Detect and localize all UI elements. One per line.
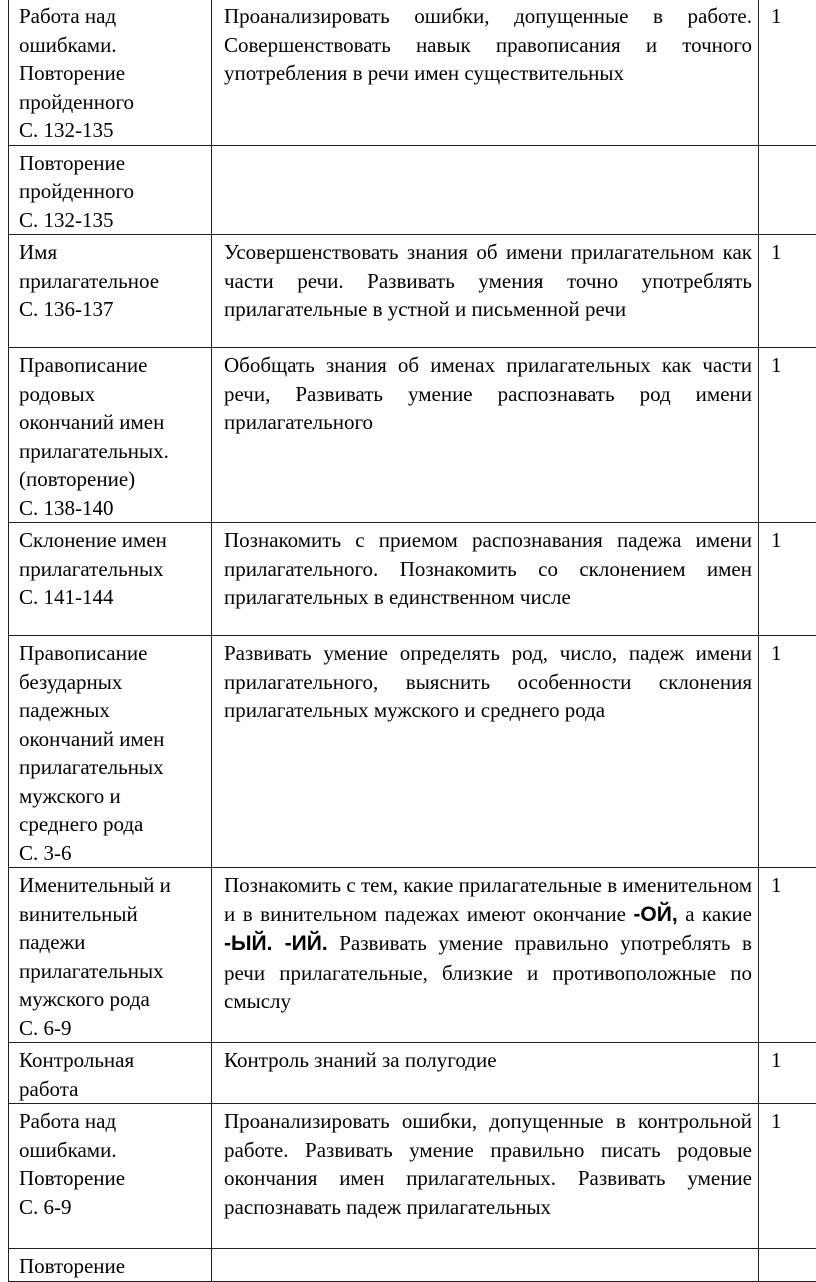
goal-cell: Познакомить с приемом распознавания падежа имени прилагательного. Познакомить со склонением имен прилагательных в единственном числе — [212, 523, 759, 636]
ending-yi-ii: -ЫЙ. -ИЙ. — [224, 932, 328, 955]
topic-cell: Повторение — [9, 1249, 212, 1282]
goal-cell — [212, 145, 759, 235]
table-row — [9, 0, 816, 145]
table-row — [9, 235, 816, 348]
table-row — [9, 868, 816, 1043]
table-row — [9, 348, 816, 523]
hours-cell: 1 — [759, 636, 816, 868]
lesson-plan-table — [8, 0, 816, 1282]
hours-cell: 1 — [759, 235, 816, 348]
hours-cell — [759, 1249, 816, 1282]
topic-cell: Работа над ошибками. Повторение пройденного С. 132-135 — [9, 0, 212, 145]
goal-cell — [212, 1249, 759, 1282]
table-row — [9, 523, 816, 636]
table-row — [9, 1104, 816, 1249]
goal-text: Познакомить с тем, какие прилагательные в именительном и в винительном падежах имеют окончание — [224, 873, 752, 926]
goal-cell: Проанализировать ошибки, допущенные в работе. Совершенствовать навык правописания и точного употребления в речи имен существительных — [212, 0, 759, 145]
topic-cell: Правописание родовых окончаний имен прилагательных. (повторение) С. 138-140 — [9, 348, 212, 523]
goal-cell: Обобщать знания об именах прилагательных как части речи, Развивать умение распознавать род имени прилагательного — [212, 348, 759, 523]
hours-cell: 1 — [759, 1043, 816, 1104]
goal-text: а какие — [678, 902, 752, 926]
topic-cell: Повторение пройденного С. 132-135 — [9, 145, 212, 235]
goal-cell: Проанализировать ошибки, допущенные в контрольной работе. Развивать умение правильно писать родовые окончания имен прилагательных. Развивать умение распознавать падеж прилагательных — [212, 1104, 759, 1249]
goal-cell: Усовершенствовать знания об имени прилагательном как части речи. Развивать умения точно употреблять прилагательные в устной и письменной речи — [212, 235, 759, 348]
topic-cell: Работа над ошибками. Повторение С. 6-9 — [9, 1104, 212, 1249]
table-row — [9, 145, 816, 235]
table-row — [9, 636, 816, 868]
table-row — [9, 1249, 816, 1282]
topic-cell: Правописание безударных падежных окончаний имен прилагательных мужского и среднего рода С. 3-6 — [9, 636, 212, 868]
topic-cell: Склонение имен прилагательных С. 141-144 — [9, 523, 212, 636]
goal-cell: Развивать умение определять род, число, падеж имени прилагательного, выяснить особенности склонения прилагательных мужского и среднего рода — [212, 636, 759, 868]
goal-text: Развивать умение правильно употреблять в речи прилагательные, близкие и противоположные по смыслу — [224, 931, 752, 1013]
hours-cell: 1 — [759, 868, 816, 1043]
hours-cell: 1 — [759, 0, 816, 145]
topic-cell: Именительный и винительный падежи прилагательных мужского рода С. 6-9 — [9, 868, 212, 1043]
table-row — [9, 1043, 816, 1104]
hours-cell: 1 — [759, 523, 816, 636]
topic-cell: Имя прилагательное С. 136-137 — [9, 235, 212, 348]
hours-cell: 1 — [759, 1104, 816, 1249]
goal-cell: Контроль знаний за полугодие — [212, 1043, 759, 1104]
ending-oi: -ОЙ, — [633, 903, 677, 926]
hours-cell — [759, 145, 816, 235]
goal-cell — [212, 868, 759, 1043]
hours-cell: 1 — [759, 348, 816, 523]
topic-cell: Контрольная работа — [9, 1043, 212, 1104]
